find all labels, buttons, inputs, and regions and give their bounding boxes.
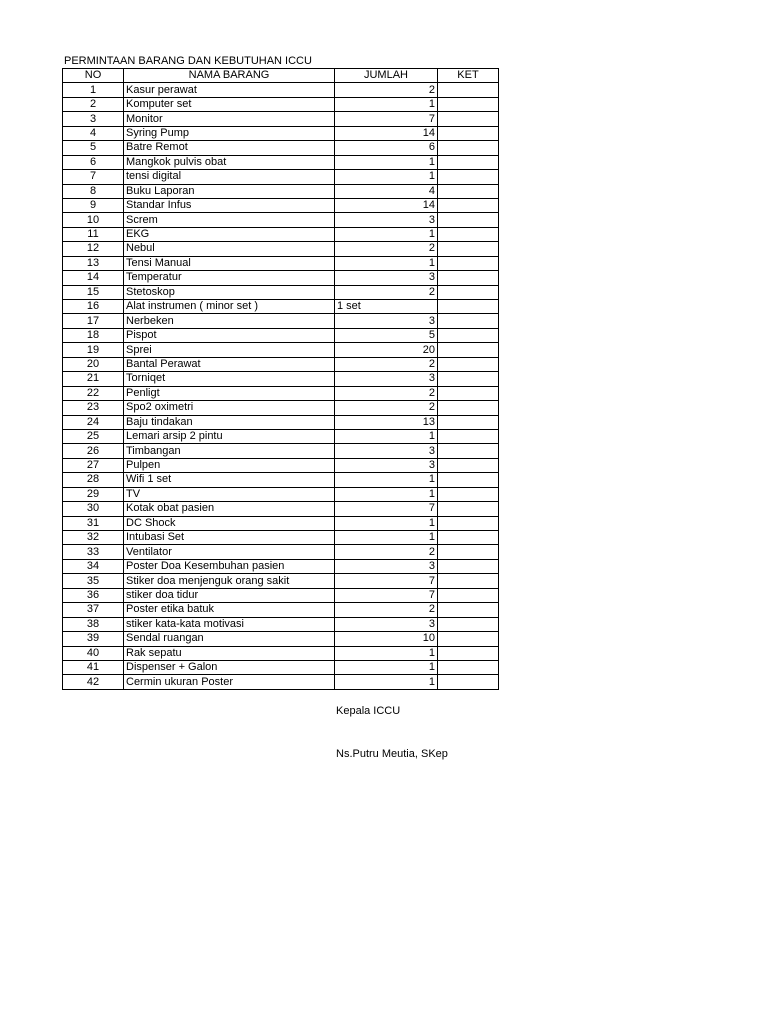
header-notes: KET (438, 69, 499, 83)
item-name: Mangkok pulvis obat (124, 155, 335, 169)
item-notes (438, 184, 499, 198)
item-name: Dispenser + Galon (124, 660, 335, 674)
item-name: Komputer set (124, 97, 335, 111)
item-name: Poster etika batuk (124, 603, 335, 617)
item-notes (438, 314, 499, 328)
row-number: 41 (63, 660, 124, 674)
item-notes (438, 516, 499, 530)
table-row (63, 516, 499, 530)
item-quantity: 1 (335, 487, 438, 501)
item-notes (438, 473, 499, 487)
table-row (63, 660, 499, 674)
table-row (63, 242, 499, 256)
table-row (63, 141, 499, 155)
item-notes (438, 415, 499, 429)
item-notes (438, 588, 499, 602)
item-notes (438, 444, 499, 458)
row-number: 32 (63, 531, 124, 545)
request-table (62, 68, 499, 690)
item-name: Kotak obat pasien (124, 502, 335, 516)
table-row (63, 574, 499, 588)
table-row (63, 184, 499, 198)
table-row (63, 300, 499, 314)
table-row (63, 531, 499, 545)
row-number: 25 (63, 429, 124, 443)
item-quantity: 3 (335, 314, 438, 328)
item-name: Temperatur (124, 271, 335, 285)
row-number: 13 (63, 256, 124, 270)
item-notes (438, 271, 499, 285)
item-quantity: 2 (335, 545, 438, 559)
item-notes (438, 502, 499, 516)
item-quantity: 5 (335, 328, 438, 342)
row-number: 6 (63, 155, 124, 169)
row-number: 5 (63, 141, 124, 155)
row-number: 27 (63, 458, 124, 472)
table-row (63, 429, 499, 443)
table-row (63, 444, 499, 458)
item-name: Monitor (124, 112, 335, 126)
row-number: 11 (63, 227, 124, 241)
item-name: Pispot (124, 328, 335, 342)
item-quantity: 1 (335, 155, 438, 169)
item-notes (438, 675, 499, 689)
row-number: 26 (63, 444, 124, 458)
item-name: stiker kata-kata motivasi (124, 617, 335, 631)
item-name: Pulpen (124, 458, 335, 472)
row-number: 39 (63, 632, 124, 646)
item-quantity: 7 (335, 502, 438, 516)
item-quantity: 3 (335, 444, 438, 458)
item-quantity: 1 (335, 97, 438, 111)
item-quantity: 2 (335, 285, 438, 299)
item-quantity: 1 (335, 473, 438, 487)
row-number: 37 (63, 603, 124, 617)
item-quantity: 1 (335, 531, 438, 545)
table-row (63, 97, 499, 111)
item-quantity: 1 (335, 516, 438, 530)
item-name: Alat instrumen ( minor set ) (124, 300, 335, 314)
item-quantity: 3 (335, 271, 438, 285)
item-notes (438, 300, 499, 314)
item-quantity: 4 (335, 184, 438, 198)
row-number: 8 (63, 184, 124, 198)
item-name: TV (124, 487, 335, 501)
item-notes (438, 213, 499, 227)
row-number: 1 (63, 83, 124, 97)
row-number: 2 (63, 97, 124, 111)
item-name: Nerbeken (124, 314, 335, 328)
item-notes (438, 632, 499, 646)
row-number: 14 (63, 271, 124, 285)
table-row (63, 675, 499, 689)
item-notes (438, 328, 499, 342)
item-quantity: 1 (335, 429, 438, 443)
item-quantity: 2 (335, 603, 438, 617)
table-row (63, 126, 499, 140)
item-notes (438, 545, 499, 559)
item-quantity: 6 (335, 141, 438, 155)
item-name: Penligt (124, 386, 335, 400)
row-number: 40 (63, 646, 124, 660)
item-notes (438, 357, 499, 371)
item-name: Spo2 oximetri (124, 401, 335, 415)
item-notes (438, 141, 499, 155)
item-quantity: 14 (335, 198, 438, 212)
item-name: DC Shock (124, 516, 335, 530)
row-number: 10 (63, 213, 124, 227)
item-name: Rak sepatu (124, 646, 335, 660)
item-name: stiker doa tidur (124, 588, 335, 602)
item-quantity: 7 (335, 574, 438, 588)
header-no: NO (63, 69, 124, 83)
item-notes (438, 429, 499, 443)
item-name: Poster Doa Kesembuhan pasien (124, 559, 335, 573)
row-number: 15 (63, 285, 124, 299)
table-row (63, 328, 499, 342)
row-number: 34 (63, 559, 124, 573)
item-quantity: 7 (335, 588, 438, 602)
item-name: Syring Pump (124, 126, 335, 140)
table-row (63, 603, 499, 617)
table-row (63, 170, 499, 184)
table-row (63, 487, 499, 501)
item-name: Standar Infus (124, 198, 335, 212)
item-notes (438, 458, 499, 472)
item-notes (438, 617, 499, 631)
item-name: Screm (124, 213, 335, 227)
table-row (63, 458, 499, 472)
item-name: Cermin ukuran Poster (124, 675, 335, 689)
item-name: Sprei (124, 343, 335, 357)
item-quantity: 1 (335, 646, 438, 660)
document-title: PERMINTAAN BARANG DAN KEBUTUHAN ICCU (64, 55, 312, 67)
table-body (63, 83, 499, 689)
item-notes (438, 97, 499, 111)
table-row (63, 155, 499, 169)
row-number: 12 (63, 242, 124, 256)
table-row (63, 386, 499, 400)
table-row (63, 473, 499, 487)
item-notes (438, 401, 499, 415)
item-notes (438, 343, 499, 357)
signature-name: Ns.Putru Meutia, SKep (336, 748, 448, 760)
row-number: 23 (63, 401, 124, 415)
item-notes (438, 242, 499, 256)
item-name: Tensi Manual (124, 256, 335, 270)
item-notes (438, 198, 499, 212)
item-quantity: 1 (335, 675, 438, 689)
item-quantity: 2 (335, 357, 438, 371)
table-row (63, 372, 499, 386)
item-notes (438, 83, 499, 97)
table-row (63, 285, 499, 299)
item-quantity: 3 (335, 458, 438, 472)
row-number: 31 (63, 516, 124, 530)
signature-title: Kepala ICCU (336, 705, 401, 717)
table-row (63, 227, 499, 241)
table-row (63, 357, 499, 371)
item-quantity: 3 (335, 559, 438, 573)
item-name: Lemari arsip 2 pintu (124, 429, 335, 443)
item-name: Torniqet (124, 372, 335, 386)
item-name: Intubasi Set (124, 531, 335, 545)
table-row (63, 213, 499, 227)
table-row (63, 559, 499, 573)
item-quantity: 2 (335, 386, 438, 400)
item-quantity: 3 (335, 213, 438, 227)
item-quantity: 14 (335, 126, 438, 140)
row-number: 33 (63, 545, 124, 559)
item-name: Batre Remot (124, 141, 335, 155)
item-notes (438, 285, 499, 299)
item-quantity: 1 (335, 660, 438, 674)
table-row (63, 83, 499, 97)
row-number: 22 (63, 386, 124, 400)
row-number: 20 (63, 357, 124, 371)
table-row (63, 343, 499, 357)
table-row (63, 271, 499, 285)
row-number: 30 (63, 502, 124, 516)
item-notes (438, 372, 499, 386)
row-number: 18 (63, 328, 124, 342)
item-notes (438, 126, 499, 140)
item-quantity: 2 (335, 242, 438, 256)
table-row (63, 588, 499, 602)
row-number: 28 (63, 473, 124, 487)
item-quantity: 20 (335, 343, 438, 357)
header-quantity: JUMLAH (335, 69, 438, 83)
item-notes (438, 256, 499, 270)
item-quantity: 1 set (335, 300, 438, 314)
table-row (63, 646, 499, 660)
row-number: 7 (63, 170, 124, 184)
header-item-name: NAMA BARANG (124, 69, 335, 83)
item-notes (438, 487, 499, 501)
table-header-row (63, 69, 499, 83)
item-quantity: 10 (335, 632, 438, 646)
item-notes (438, 155, 499, 169)
item-quantity: 3 (335, 617, 438, 631)
row-number: 16 (63, 300, 124, 314)
table-row (63, 256, 499, 270)
item-quantity: 1 (335, 227, 438, 241)
table-row (63, 198, 499, 212)
item-quantity: 1 (335, 170, 438, 184)
item-quantity: 2 (335, 401, 438, 415)
item-notes (438, 646, 499, 660)
row-number: 35 (63, 574, 124, 588)
item-name: Sendal ruangan (124, 632, 335, 646)
item-quantity: 13 (335, 415, 438, 429)
item-notes (438, 170, 499, 184)
item-name: EKG (124, 227, 335, 241)
item-quantity: 3 (335, 372, 438, 386)
item-name: Nebul (124, 242, 335, 256)
item-name: Ventilator (124, 545, 335, 559)
item-name: Bantal Perawat (124, 357, 335, 371)
item-notes (438, 559, 499, 573)
table-row (63, 502, 499, 516)
table-row (63, 401, 499, 415)
row-number: 4 (63, 126, 124, 140)
table-row (63, 617, 499, 631)
item-notes (438, 112, 499, 126)
item-quantity: 7 (335, 112, 438, 126)
item-name: Baju tindakan (124, 415, 335, 429)
row-number: 19 (63, 343, 124, 357)
item-name: Stiker doa menjenguk orang sakit (124, 574, 335, 588)
table-row (63, 545, 499, 559)
item-name: Buku Laporan (124, 184, 335, 198)
table-row (63, 632, 499, 646)
item-name: tensi digital (124, 170, 335, 184)
item-name: Wifi 1 set (124, 473, 335, 487)
item-name: Kasur perawat (124, 83, 335, 97)
item-notes (438, 603, 499, 617)
row-number: 36 (63, 588, 124, 602)
item-notes (438, 386, 499, 400)
row-number: 38 (63, 617, 124, 631)
row-number: 24 (63, 415, 124, 429)
item-name: Stetoskop (124, 285, 335, 299)
item-notes (438, 660, 499, 674)
row-number: 9 (63, 198, 124, 212)
item-notes (438, 574, 499, 588)
item-quantity: 2 (335, 83, 438, 97)
row-number: 21 (63, 372, 124, 386)
row-number: 17 (63, 314, 124, 328)
item-quantity: 1 (335, 256, 438, 270)
item-notes (438, 227, 499, 241)
item-name: Timbangan (124, 444, 335, 458)
row-number: 29 (63, 487, 124, 501)
row-number: 42 (63, 675, 124, 689)
table-row (63, 314, 499, 328)
item-notes (438, 531, 499, 545)
row-number: 3 (63, 112, 124, 126)
table-row (63, 112, 499, 126)
table-row (63, 415, 499, 429)
